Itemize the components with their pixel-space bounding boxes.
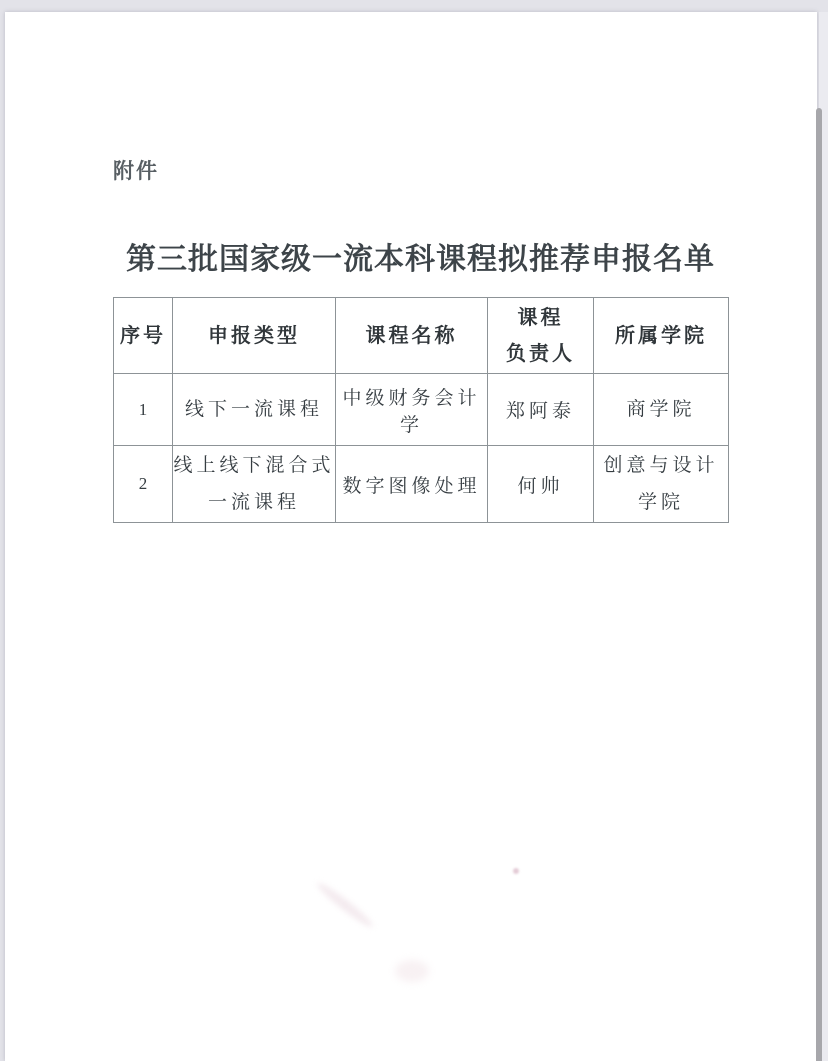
scan-smudge [395,960,429,982]
scrollbar-thumb[interactable] [816,108,822,1061]
header-label: 序号 [120,324,166,347]
cell-application-type [173,446,336,523]
cell-line: 线下一流课程 [184,399,323,420]
cell-line: 线上线下混合式 [173,455,335,476]
header-cell-index [114,298,173,374]
cell-line: 创意与设计 [603,455,719,476]
header-label: 课程名称 [365,324,458,347]
cell-college [594,446,729,523]
header-cell-course-leader [488,298,594,374]
cell-index: 2 [114,446,173,523]
table-header-row [114,298,729,374]
cell-application-type [173,374,336,446]
cell-index: 1 [114,374,173,446]
header-label: 课程 [517,306,564,329]
header-label: 所属学院 [615,324,707,347]
cell-course-name: 数字图像处理 [336,446,488,523]
scan-smudge [513,868,519,874]
scan-smudge [314,880,375,931]
header-label: 负责人 [506,342,575,365]
cell-line: 商学院 [626,399,696,420]
cell-course-leader: 何帅 [488,446,594,523]
header-cell-college [594,298,729,374]
cell-course-name: 中级财务会计学 [336,374,488,446]
document-page [5,12,817,1061]
course-table [113,297,729,523]
header-label: 申报类型 [208,324,300,347]
table-row [114,374,729,446]
cell-line: 学院 [637,492,684,513]
document-title: 第三批国家级一流本科课程拟推荐申报名单 [126,243,715,276]
cell-line: 一流课程 [207,492,300,513]
header-cell-course-name [336,298,488,374]
header-cell-application-type [173,298,336,374]
cell-course-leader: 郑阿泰 [488,374,594,446]
attachment-label: 附件 [113,160,159,183]
table-row [114,446,729,523]
cell-college [594,374,729,446]
